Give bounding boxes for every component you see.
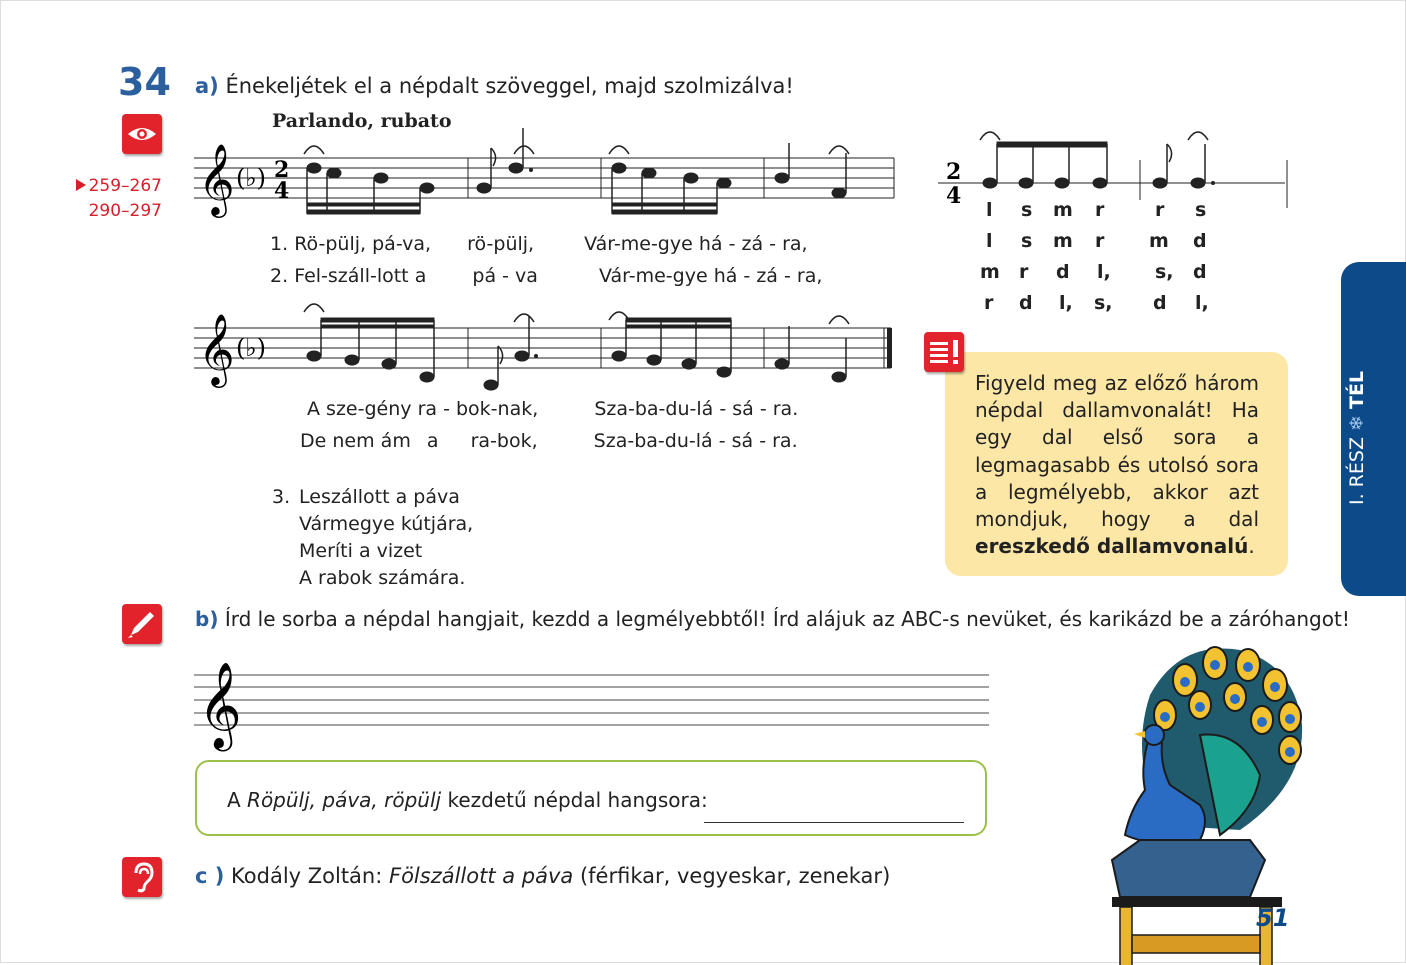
lyric: sze-gény bbox=[326, 398, 412, 420]
solfege: l, bbox=[1195, 292, 1209, 314]
lyric: 1. bbox=[270, 233, 289, 255]
solfege: s bbox=[1195, 199, 1207, 221]
answer-suffix: kezdetű népdal hangsora: bbox=[441, 788, 708, 812]
solfege: m bbox=[1053, 230, 1073, 252]
answer-input-line[interactable] bbox=[704, 822, 964, 823]
rhythm-line bbox=[930, 120, 1300, 210]
solfege: r bbox=[1095, 199, 1105, 221]
lyric: bok-nak, bbox=[455, 398, 539, 420]
lyric: Rö-pülj, bbox=[294, 233, 367, 255]
task-c-title: Fölszállott a páva bbox=[389, 864, 574, 888]
solfege: l, bbox=[1097, 261, 1111, 283]
lyric: ra bbox=[417, 398, 438, 420]
pen-icon bbox=[122, 604, 162, 644]
solfege: l, bbox=[1059, 292, 1073, 314]
solfege: l bbox=[986, 230, 993, 252]
svg-text:2: 2 bbox=[274, 157, 290, 183]
answer-box bbox=[195, 760, 987, 836]
lyric: Sza-ba-du-lá bbox=[593, 430, 713, 452]
lyric: Sza-ba-du-lá bbox=[594, 398, 714, 420]
task-a bbox=[195, 74, 794, 98]
solfege: s bbox=[1021, 230, 1033, 252]
lyric: pá-va, bbox=[372, 233, 432, 255]
lyric: 2. bbox=[270, 265, 289, 287]
task-c-label: c ) bbox=[195, 864, 225, 888]
lyric: - bbox=[728, 233, 736, 255]
task-b bbox=[195, 607, 1350, 631]
section-title: TÉL bbox=[1346, 370, 1368, 410]
lyric: De bbox=[300, 430, 327, 452]
task-c-details: (férfikar, vegyeskar, zenekar) bbox=[573, 864, 891, 888]
page-number: 51 bbox=[1256, 904, 1290, 932]
solfege: d bbox=[1056, 261, 1070, 283]
task-b-label: b) bbox=[195, 607, 219, 631]
info-text: Figyeld meg az előző három népdal dallamvonalát! Ha egy dal első sora a legmagasabb és utolsó sora a legmélyebb, akkor azt mondjuk, hogy a dal bbox=[975, 371, 1259, 532]
solfege: r bbox=[1095, 230, 1105, 252]
empty-staff bbox=[194, 650, 994, 750]
lyric: há bbox=[698, 233, 723, 255]
solfege: r bbox=[984, 292, 994, 314]
solfege: d bbox=[1153, 292, 1167, 314]
lyric: pá - va bbox=[472, 265, 538, 287]
solfege: s bbox=[1021, 199, 1033, 221]
lyric: nem bbox=[332, 430, 375, 452]
svg-text:𝄞: 𝄞 bbox=[198, 662, 242, 748]
lyric: - bbox=[719, 398, 727, 420]
track-references bbox=[70, 174, 162, 224]
svg-text:𝄞: 𝄞 bbox=[198, 142, 235, 215]
answer-label bbox=[227, 788, 708, 812]
section-part: I. RÉSZ bbox=[1346, 437, 1368, 505]
solfege: r bbox=[1155, 199, 1165, 221]
eye-icon bbox=[122, 114, 162, 154]
tempo-marking: Parlando, rubato bbox=[272, 110, 452, 132]
svg-text:4: 4 bbox=[274, 178, 290, 204]
task-b-text: Írd le sorba a népdal hangjait, kezdd a legmélyebbtől! Írd alájuk az ABC-s nevüket, és karikázd be a záróhangot! bbox=[224, 607, 1350, 631]
solfege: m bbox=[1149, 230, 1169, 252]
answer-prefix: A bbox=[227, 788, 248, 812]
lyric: - bbox=[759, 398, 767, 420]
lyric: a bbox=[426, 430, 439, 452]
lyric: rö-pülj, bbox=[467, 233, 535, 255]
solfege: r bbox=[1019, 261, 1029, 283]
lyric: ra-bok, bbox=[470, 430, 538, 452]
task-a-label: a) bbox=[195, 74, 219, 98]
ear-icon bbox=[122, 857, 162, 897]
solfege: d bbox=[1193, 261, 1207, 283]
lyric: Vár-me-gye bbox=[598, 265, 708, 287]
solfege: m bbox=[980, 261, 1000, 283]
exercise-number: 34 bbox=[118, 60, 171, 104]
snowflake-icon: ❄ bbox=[1346, 415, 1368, 431]
music-staff-2 bbox=[194, 298, 914, 398]
task-c-composer: Kodály Zoltán: bbox=[231, 864, 389, 888]
stanza-line: Meríti a vizet bbox=[299, 540, 423, 562]
section-tab-label bbox=[1346, 371, 1368, 505]
lyric: - bbox=[759, 430, 767, 452]
music-staff-1 bbox=[194, 128, 914, 228]
lyric: - bbox=[443, 398, 450, 420]
info-text-end: . bbox=[1248, 534, 1255, 559]
svg-text:(♭): (♭) bbox=[236, 164, 267, 192]
solfege: s, bbox=[1094, 292, 1113, 314]
lyric: há bbox=[713, 265, 738, 287]
task-a-text: Énekeljétek el a népdalt szöveggel, majd szolmizálva! bbox=[225, 74, 794, 98]
lyric: Fel-száll-lott bbox=[294, 265, 409, 287]
ref-line-2: 290–297 bbox=[88, 201, 162, 221]
lyrics-row2-verse2 bbox=[300, 430, 798, 452]
svg-text:2: 2 bbox=[946, 159, 962, 185]
lyric: - bbox=[769, 233, 777, 255]
svg-text:𝄞: 𝄞 bbox=[198, 312, 235, 385]
stanza-line: Vármegye kútjára, bbox=[299, 513, 474, 535]
stanza-3 bbox=[272, 484, 473, 592]
svg-text:(♭): (♭) bbox=[236, 334, 267, 362]
lyric: - bbox=[718, 430, 726, 452]
stanza-line: A rabok számára. bbox=[299, 567, 466, 589]
svg-text:4: 4 bbox=[946, 183, 962, 209]
ref-line-1: 259–267 bbox=[88, 176, 162, 196]
solfege: m bbox=[1053, 199, 1073, 221]
solfege: d bbox=[1193, 230, 1207, 252]
stanza-number: 3. bbox=[272, 486, 291, 508]
lyric: Vár-me-gye bbox=[584, 233, 693, 255]
lyric: sá bbox=[731, 430, 754, 452]
answer-song-title: Röpülj, páva, röpülj bbox=[247, 788, 442, 812]
info-box bbox=[945, 352, 1288, 576]
lyric: ám bbox=[380, 430, 411, 452]
lyric: ra, bbox=[796, 265, 823, 287]
lyric: - bbox=[784, 265, 791, 287]
solfege: s, bbox=[1155, 261, 1174, 283]
lyrics-row1-verse2 bbox=[270, 265, 822, 287]
solfege: l bbox=[986, 199, 993, 221]
lyric: ra, bbox=[782, 233, 808, 255]
note-alert-icon bbox=[924, 332, 964, 372]
stanza-line: Leszállott a páva bbox=[299, 486, 460, 508]
lyrics-row1-verse1 bbox=[270, 233, 808, 255]
lyric: a bbox=[414, 265, 427, 287]
lyric: zá bbox=[741, 233, 764, 255]
lyric: A bbox=[307, 398, 320, 420]
info-bold: ereszkedő dallamvonalú bbox=[975, 534, 1249, 559]
lyrics-row2-verse1 bbox=[307, 398, 798, 420]
lyric: - bbox=[743, 265, 751, 287]
solfege: d bbox=[1019, 292, 1033, 314]
lyric: ra. bbox=[772, 430, 798, 452]
lyric: zá bbox=[756, 265, 778, 287]
task-c bbox=[195, 864, 890, 888]
lyric: ra. bbox=[772, 398, 799, 420]
lyric: sá bbox=[732, 398, 754, 420]
